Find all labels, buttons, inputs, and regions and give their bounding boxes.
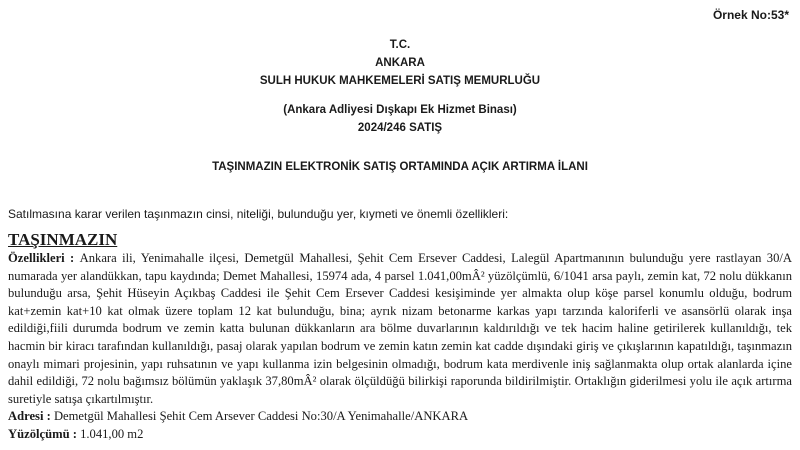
address-line: [8, 408, 792, 426]
area-value: 1.041,00 m2: [80, 426, 144, 441]
area-label: Yüzölçümü :: [8, 426, 81, 441]
address-value: Demetgül Mahallesi Şehit Cem Arsever Caddesi No:30/A Yenimahalle/ANKARA: [53, 409, 469, 424]
header-country: T.C.: [389, 39, 411, 51]
header-city: ANKARA: [375, 57, 425, 69]
document-header: [0, 36, 800, 137]
features-label: Özellikleri :: [8, 251, 80, 265]
intro-text: Satılmasına karar verilen taşınmazın cinsi, niteliği, bulunduğu yer, kıymeti ve önemli özellikleri:: [8, 207, 509, 221]
address-label: Adresi :: [8, 409, 54, 424]
features-text: Ankara ili, Yenimahalle ilçesi, Demetgül Mahallesi, Şehit Cem Ersever Caddesi, Lalegül Apartmanının bulunduğu yere rastlayan 30/A numarada yer alandükkan, tapu kaydında; Demet Mahallesi, 15974 ada, 4 parsel 1.041,00mÂ² yüzölçümlü, 6/1041 arsa paylı, zemin kat, 72 nolu dükkanın bulunduğu arsa, Şehit Hüseyin Açıkbaş Caddesi ile Şehit Cem Ersever Caddesi kesişiminde yer almakta olup köşe parsel konumlu olduğu, bodrum kat+zemin kat+10 kat olmak üzere toplam 12 kat bulunduğu, bina; ayrık nizam betonarme karkas yapı tarzında kaloriferli ve asansörlü olarak inşa edildiği,fiili durumda bodrum ve zemin katta bulunan dükkanların ara bölme duvarlarının kaldırıldığı ve tek hacim haline getirilerek kullanıldığı, tek hacmin bir kiracı tarafından kullanıldığı, pasaj olarak yapılan bodrum ve zemin katın zemin kat cadde dışındaki giriş ve çıkışlarının kapatıldığı, taşınmazın onaylı mimari projesinin, yapı ruhsatının ve yapı kullanma izin belgesinin olmadığı, bodrum kata merdivenle iniş sağlanmakta olup ortak alanlarda içine dahil edildiği, 72 nolu bağımsız bölümün yaklaşık 37,80mÂ² olarak ölçüldüğü bilirkişi raporunda bildirilmiştir. Ortaklığın giderilmesi yolu ile açık artırma suretiyle satışa çıkartılmıştır.: [8, 251, 792, 406]
header-office: SULH HUKUK MAHKEMELERİ SATIŞ MEMURLUĞU: [259, 75, 541, 87]
section-heading: TAŞINMAZIN: [8, 230, 118, 249]
header-building: (Ankara Adliyesi Dışkapı Ek Hizmet Binası): [283, 104, 517, 116]
property-details: [8, 250, 792, 444]
header-file-number: 2024/246 SATIŞ: [357, 122, 443, 134]
area-line: [8, 426, 792, 444]
announcement-title: TAŞINMAZIN ELEKTRONİK SATIŞ ORTAMINDA AÇIK ARTIRMA İLANI: [212, 161, 588, 173]
sample-number: Örnek No:53*: [712, 8, 789, 22]
features-paragraph: [8, 250, 792, 408]
